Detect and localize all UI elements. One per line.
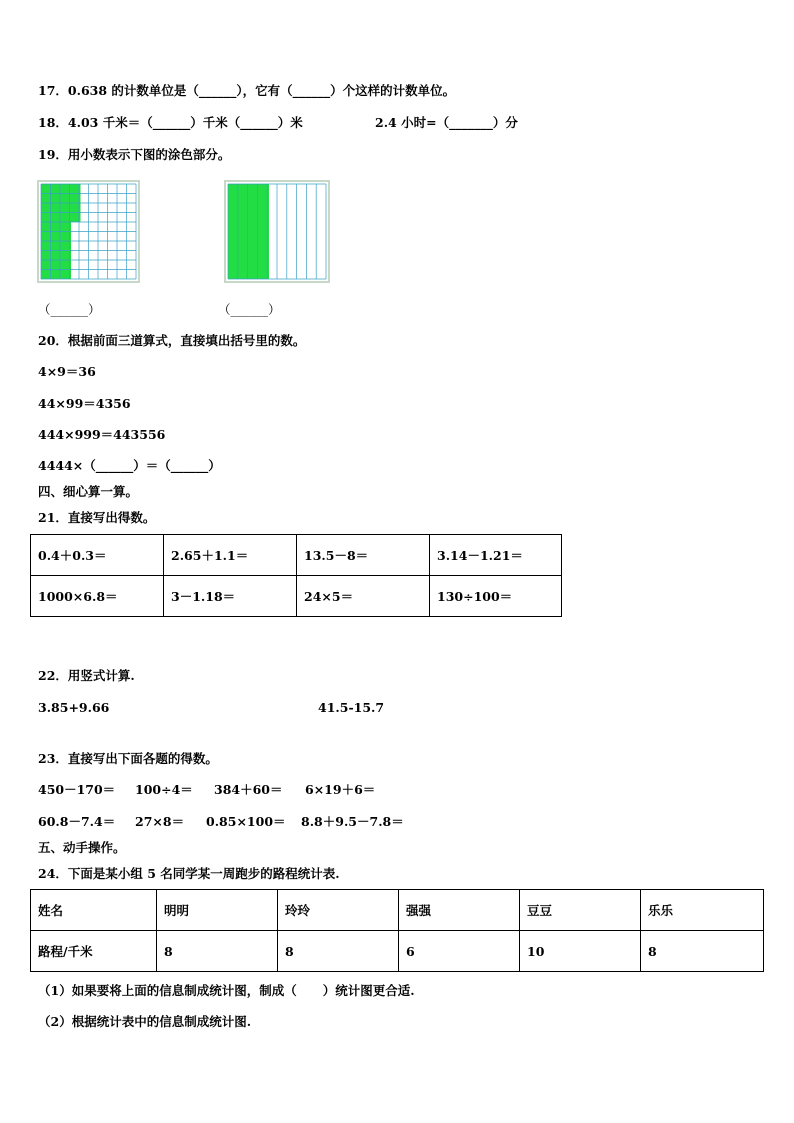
q19-strip-svg [226, 182, 328, 281]
q21-cell[interactable]: 3.14－1.21＝ [430, 535, 562, 576]
q24-cell: 8 [157, 931, 278, 972]
q18-part1: 18．4.03 千米＝（______）千米（______）米 [38, 115, 303, 130]
q23-item[interactable]: 60.8－7.4＝ [38, 814, 116, 829]
q19-prompt: 19．用小数表示下图的涂色部分。 [38, 147, 231, 162]
q24-header-cell: 豆豆 [520, 890, 641, 931]
q19-grid-figure [37, 180, 140, 283]
q23-item[interactable]: 8.8＋9.5－7.8＝ [301, 814, 404, 829]
q24-subquestion-1[interactable]: （1）如果要将上面的信息制成统计图，制成（ ）统计图更合适. [38, 983, 415, 998]
q24-header-cell: 强强 [399, 890, 520, 931]
table-row [31, 576, 562, 617]
q17: 17．0.638 的计数单位是（______），它有（______）个这样的计数单位。 [38, 83, 456, 98]
q19-answer-blank-2[interactable]: （______） [218, 302, 281, 317]
q21-table [30, 534, 562, 617]
q19-answer-blank-1[interactable]: （______） [38, 302, 101, 317]
table-row [31, 931, 764, 972]
q21-cell[interactable]: 13.5－8＝ [297, 535, 430, 576]
q21-cell[interactable]: 2.65＋1.1＝ [164, 535, 297, 576]
q24-header-cell: 明明 [157, 890, 278, 931]
q23-item[interactable]: 0.85×100＝ [206, 814, 286, 829]
q24-subquestion-2: （2）根据统计表中的信息制成统计图. [38, 1014, 252, 1029]
q23-item[interactable]: 100÷4＝ [135, 782, 193, 797]
table-row [31, 535, 562, 576]
q24-prompt: 24．下面是某小组 5 名同学某一周跑步的路程统计表. [38, 866, 340, 881]
q21-cell[interactable]: 1000×6.8＝ [31, 576, 164, 617]
q21-cell[interactable]: 3－1.18＝ [164, 576, 297, 617]
q23-item[interactable]: 450－170＝ [38, 782, 116, 797]
q24-cell: 路程/千米 [31, 931, 157, 972]
q23-item[interactable]: 27×8＝ [135, 814, 185, 829]
q24-header-cell: 乐乐 [641, 890, 764, 931]
q20-prompt: 20．根据前面三道算式，直接填出括号里的数。 [38, 333, 306, 348]
q22-expr-2: 41.5-15.7 [318, 700, 385, 715]
q21-cell[interactable]: 130÷100＝ [430, 576, 562, 617]
q24-header-cell: 姓名 [31, 890, 157, 931]
q20-line-4[interactable]: 4444×（______）＝（______） [38, 458, 221, 473]
q19-strip-figure [224, 180, 330, 283]
table-row [31, 890, 764, 931]
section-4-heading: 四、细心算一算。 [38, 484, 139, 499]
q24-cell: 6 [399, 931, 520, 972]
q20-line-1: 4×9＝36 [38, 364, 96, 379]
q18-part2: 2.4 小时=（_______）分 [375, 115, 518, 130]
q20-line-3: 444×999＝443556 [38, 427, 166, 442]
q21-cell[interactable]: 24×5＝ [297, 576, 430, 617]
q24-header-cell: 玲玲 [278, 890, 399, 931]
q24-cell: 8 [278, 931, 399, 972]
q19-grid-svg [39, 182, 138, 281]
q24-cell: 8 [641, 931, 764, 972]
q21-prompt: 21．直接写出得数。 [38, 510, 156, 525]
q22-prompt: 22．用竖式计算. [38, 668, 135, 683]
q24-table [30, 889, 764, 972]
section-5-heading: 五、动手操作。 [38, 840, 126, 855]
q24-cell: 10 [520, 931, 641, 972]
q23-item[interactable]: 384＋60＝ [214, 782, 283, 797]
q21-cell[interactable]: 0.4＋0.3＝ [31, 535, 164, 576]
q23-prompt: 23．直接写出下面各题的得数。 [38, 751, 218, 766]
q20-line-2: 44×99＝4356 [38, 396, 131, 411]
q23-item[interactable]: 6×19＋6＝ [305, 782, 376, 797]
q22-expr-1: 3.85+9.66 [38, 700, 110, 715]
